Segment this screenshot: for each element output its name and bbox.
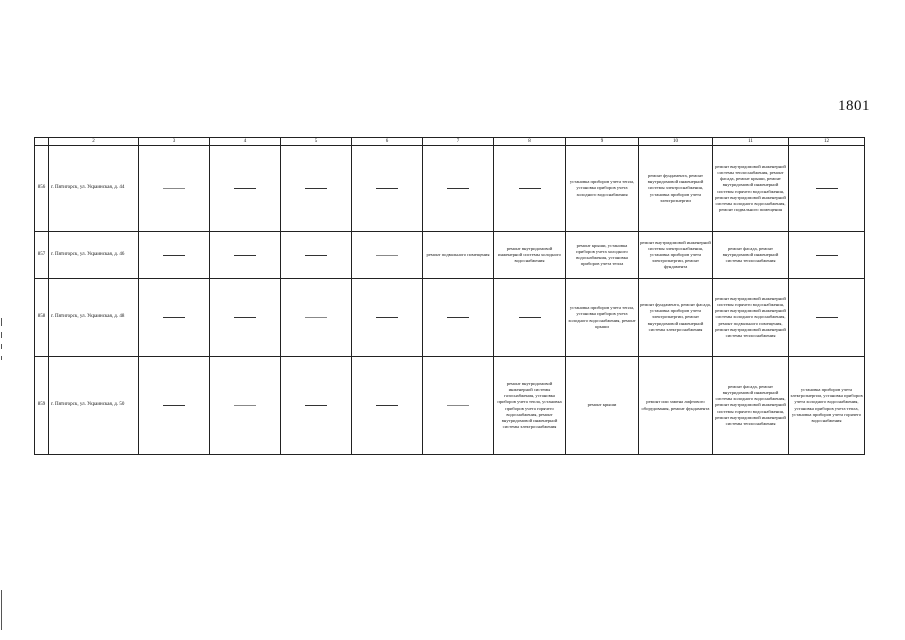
empty-cell [352,357,423,455]
table-row [35,279,865,357]
row-address: г. Пятигорск, ул. Украинская, д. 50 [49,357,139,455]
row-address: г. Пятигорск, ул. Украинская, д. 48 [49,279,139,357]
dash-mark [376,255,398,256]
row-number: 856 [35,146,49,232]
work-cell: установка приборов учета тепла, установка приборов учета холодного водоснабжения, ремонт крыши [566,279,639,357]
empty-cell [789,146,865,232]
row-number: 857 [35,232,49,279]
dash-mark [376,317,398,318]
header-cell: 9 [566,138,639,146]
work-cell: установка приборов учета электроэнергии, установка приборов учета холодного водоснабжения, установка приборов учета тепла, установка приборов учета горячего водоснабжения [789,357,865,455]
row-number: 858 [35,279,49,357]
empty-cell [789,279,865,357]
empty-cell [423,357,494,455]
empty-cell [281,146,352,232]
empty-cell [139,279,210,357]
empty-cell [494,279,566,357]
dash-mark [376,188,398,189]
header-cell: 4 [210,138,281,146]
table-row [35,357,865,455]
row-address: г. Пятигорск, ул. Украинская, д. 44 [49,146,139,232]
work-cell: ремонт фундамента, ремонт фасада, установка приборов учета электроэнергии, ремонт внутридомовой инженерной системы электроснабжения [639,279,713,357]
dash-mark [234,317,256,318]
dash-mark [305,405,327,406]
header-cell: 3 [139,138,210,146]
dash-mark [305,188,327,189]
empty-cell [210,232,281,279]
scan-edge-marks [0,0,4,640]
header-cell: 7 [423,138,494,146]
dash-mark [163,255,185,256]
work-cell: ремонт внутридомовой инженерной системы электроснабжения, установка приборов учета электроэнергии, ремонт фундамента [639,232,713,279]
dash-mark [816,255,838,256]
empty-cell [789,232,865,279]
empty-cell [352,146,423,232]
page-number: 1801 [838,98,870,114]
repairs-table [34,137,865,455]
dash-mark [234,188,256,189]
dash-mark [305,317,327,318]
work-cell: ремонт подвального помещения [423,232,494,279]
dash-mark [305,255,327,256]
dash-mark [376,405,398,406]
header-cell [35,138,49,146]
dash-mark [234,255,256,256]
dash-mark [447,188,469,189]
header-cell: 6 [352,138,423,146]
dash-mark [163,317,185,318]
work-cell: ремонт внутридомовой инженерной системы холодного водоснабжения [494,232,566,279]
work-cell: ремонт фасада, ремонт внутридомовой инженерной системы холодного водоснабжения, ремонт внутридомовой инженерной системы горячего водоснабжения, ремонт внутридомовой инженерной системы теплоснабжения [713,357,789,455]
work-cell: установка приборов учета тепла, установка приборов учета холодного водоснабжения [566,146,639,232]
header-cell: 5 [281,138,352,146]
header-cell: 10 [639,138,713,146]
dash-mark [816,188,838,189]
header-cell: 8 [494,138,566,146]
work-cell: ремонт или замена лифтового оборудования, ремонт фундамента [639,357,713,455]
empty-cell [494,146,566,232]
table-row [35,232,865,279]
work-cell: ремонт крыши, установка приборов учета холодного водоснабжения, установка приборов учета тепла [566,232,639,279]
empty-cell [281,279,352,357]
dash-mark [163,405,185,406]
header-cell: 2 [49,138,139,146]
empty-cell [281,232,352,279]
work-cell: ремонт крыши [566,357,639,455]
table-row [35,146,865,232]
work-cell: ремонт внутридомовой инженерной системы теплоснабжения, ремонт фасада, ремонт крыши, ремонт внутридомовой инженерной системы горячего водоснабжения, ремонт внутридомовой инженерной системы холодного водоснабжения, ремонт подвального помещения [713,146,789,232]
dash-mark [447,405,469,406]
work-cell: ремонт внутридомовой инженерной системы газоснабжения, установка приборов учета тепла, установка приборов учета горячего водоснабжения, ремонт внутридомовой инженерной системы электроснабжения [494,357,566,455]
empty-cell [210,357,281,455]
empty-cell [423,146,494,232]
dash-mark [234,405,256,406]
empty-cell [423,279,494,357]
empty-cell [139,146,210,232]
table-header-row [35,138,865,146]
header-cell: 11 [713,138,789,146]
work-cell: ремонт фундамента, ремонт внутридомовой инженерной системы электроснабжения, установка приборов учета электроэнергии [639,146,713,232]
empty-cell [139,232,210,279]
empty-cell [210,279,281,357]
dash-mark [816,317,838,318]
row-address: г. Пятигорск, ул. Украинская, д. 46 [49,232,139,279]
empty-cell [281,357,352,455]
empty-cell [210,146,281,232]
dash-mark [163,188,185,189]
dash-mark [519,317,541,318]
row-number: 859 [35,357,49,455]
empty-cell [352,279,423,357]
dash-mark [519,188,541,189]
work-cell: ремонт фасада, ремонт внутридомовой инженерной системы теплоснабжения [713,232,789,279]
empty-cell [139,357,210,455]
header-cell: 12 [789,138,865,146]
dash-mark [447,317,469,318]
work-cell: ремонт внутридомовой инженерной системы горячего водоснабжения, ремонт внутридомовой инженерной системы холодного водоснабжения, ремонт подвального помещения, ремонт внутридомовой инженерной системы теплоснабжения [713,279,789,357]
empty-cell [352,232,423,279]
